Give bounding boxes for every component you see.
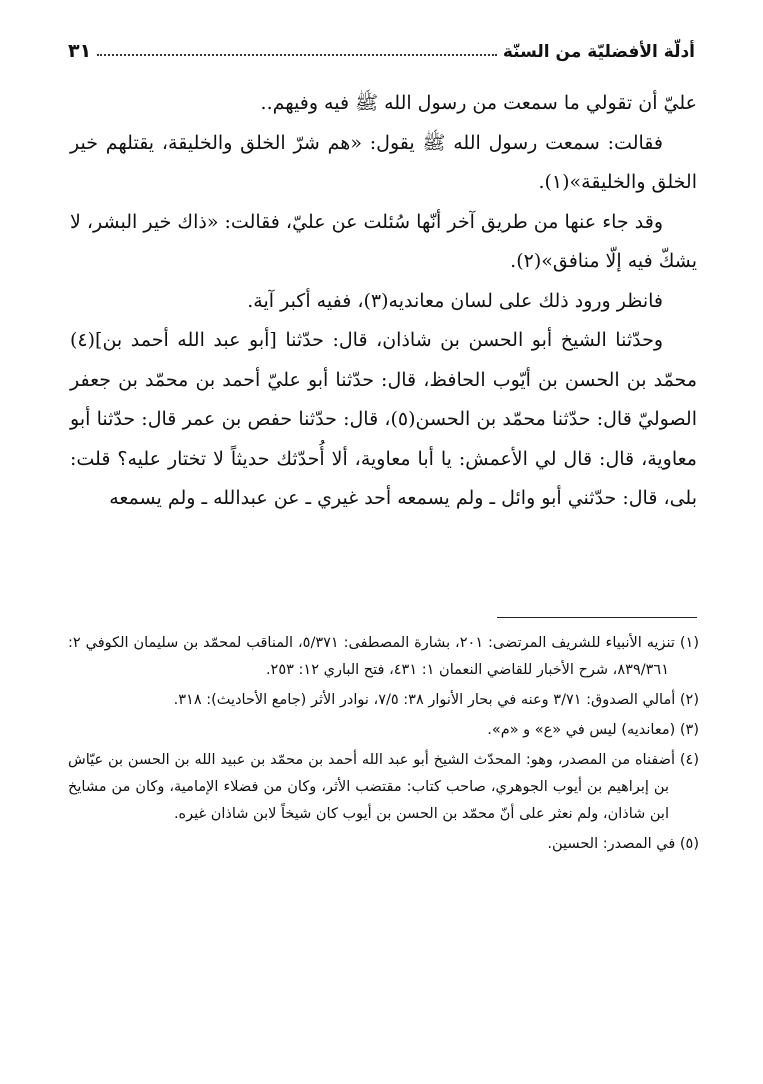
running-title: أدلّة الأفضليّة من السنّة	[502, 42, 695, 62]
footnote: (٤) أضفناه من المصدر، وهو: المحدّث الشيخ أبو عبد الله أحمد بن محمّد بن عبيد الله بن الحسن بن عيّاش بن إبراهيم بن أيوب الجوهري، صاحب كتاب: مقتضب الأثر، وكان من فضلاء الإمامية، وكان من مشايخ ابن شاذان، ولم نعثر على أنّ محمّد بن الحسن بن أيوب كان شيخاً لابن شاذان غيره.	[68, 752, 699, 822]
footnote: (٥) في المصدر: الحسين.	[547, 836, 699, 852]
paragraph: وحدّثنا الشيخ أبو الحسن بن شاذان، قال: حدّثنا [أبو عبد الله أحمد بن](٤) محمّد بن الحسن بن أيّوب الحافظ، قال: حدّثنا أبو عليّ أحمد بن محمّد بن جعفر الصوليّ قال: حدّثنا محمّد بن الحسن(٥)، قال: حدّثنا حفص بن عمر قال: حدّثنا أبو معاوية، قال: قال لي الأعمش: يا أبا معاوية، ألا أُحدّثك حديثاً لا تختار عليه؟ قلت: بلى، قال: حدّثني أبو وائل ـ ولم يسمعه أحد غيري ـ عن عبدالله ـ ولم يسمعه	[70, 329, 697, 509]
footnote: (٣) (معانديه) ليس في «ع» و «م».	[487, 722, 699, 738]
paragraph: فقالت: سمعت رسول الله ﷺ يقول: «هم شرّ الخلق والخليقة، يقتلهم خير الخلق والخليقة»(١).	[70, 131, 697, 193]
paragraph: فانظر ورود ذلك على لسان معانديه(٣)، ففيه أكبر آية.	[247, 289, 663, 312]
footnotes	[68, 630, 699, 861]
paragraph: عليّ أن تقولي ما سمعت من رسول الله ﷺ فيه وفيهم..	[260, 92, 697, 114]
footnote: (٢) أمالي الصدوق: ٣/٧١ وعنه في بحار الأنوار ٣٨: ٧/٥، نوادر الأثر (جامع الأحاديث): ٣١٨.	[173, 692, 699, 708]
main-text	[70, 84, 697, 519]
header-dot-leader	[97, 54, 497, 56]
footnote-separator	[497, 617, 697, 618]
paragraph: وقد جاء عنها من طريق آخر أنّها سُئلت عن عليّ، فقالت: «ذاك خير البشر، لا يشكّ فيه إلّا منافق»(٢).	[70, 210, 697, 272]
running-header	[68, 32, 695, 62]
footnote: (١) تنزيه الأنبياء للشريف المرتضى: ٢٠١، بشارة المصطفى: ٥/٣٧١، المناقب لمحمّد بن سليمان الكوفي ٢: ٨٣٩/٣٦١، شرح الأخبار للقاضي النعمان ١: ٤٣١، فتح الباري ١٢: ٢٥٣.	[68, 635, 700, 678]
page-number: ٣١	[68, 40, 92, 62]
